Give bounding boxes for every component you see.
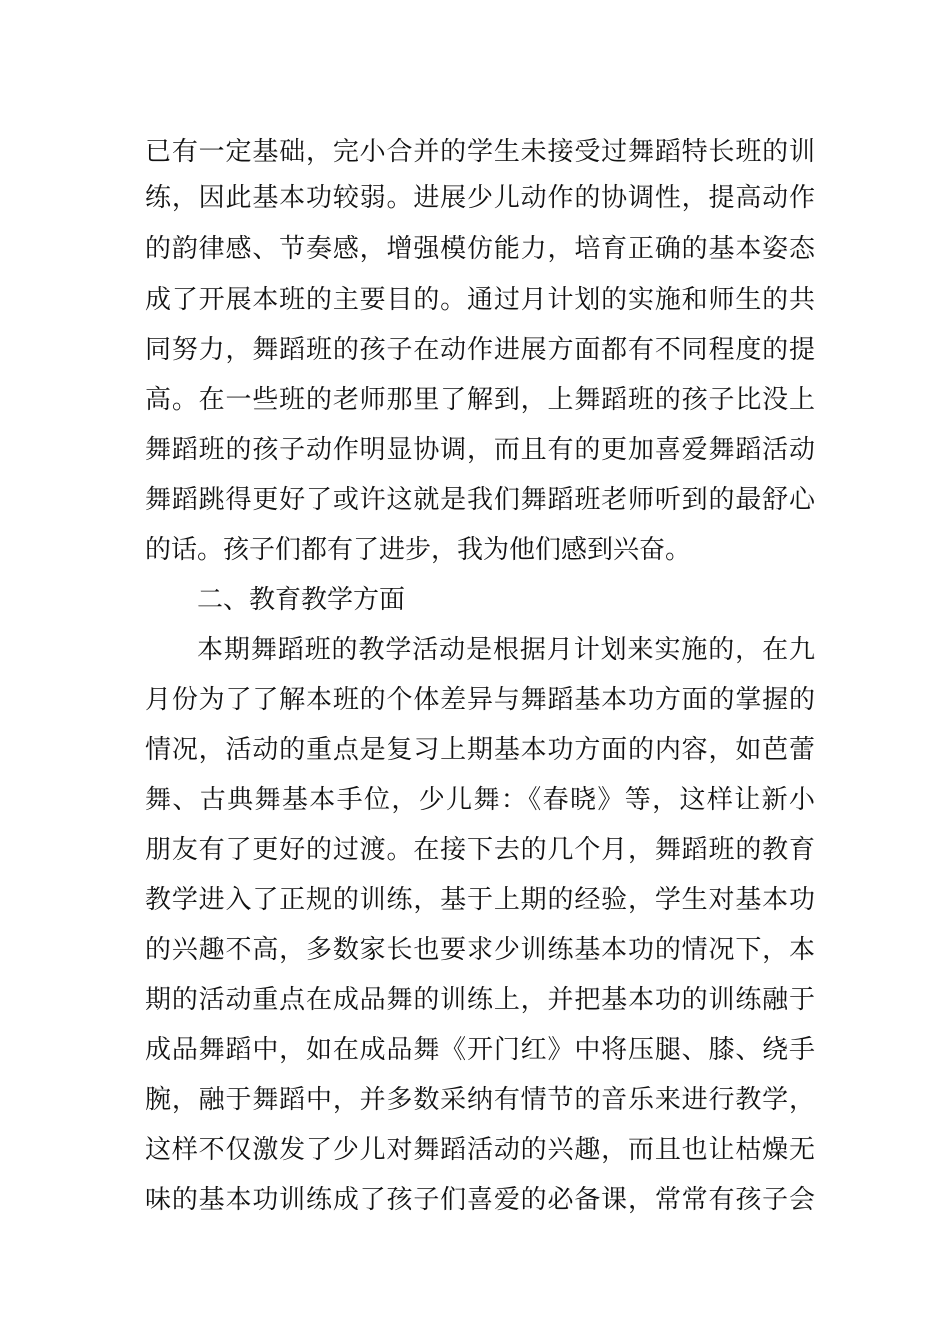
text-line: 高。在一些班的老师那里了解到，上舞蹈班的孩子比没上 — [145, 385, 815, 415]
text-line: 练，因此基本功较弱。进展少儿动作的协调性，提高动作 — [145, 183, 815, 213]
text-line: 舞、古典舞基本手位，少儿舞：《春晓》等，这样让新小 — [145, 785, 815, 815]
text-line: 成品舞蹈中，如在成品舞《开门红》中将压腿、膝、绕手 — [145, 1035, 815, 1065]
text-line: 期的活动重点在成品舞的训练上，并把基本功的训练融于 — [145, 985, 815, 1015]
text-line: 这样不仅激发了少儿对舞蹈活动的兴趣，而且也让枯燥无 — [145, 1135, 815, 1165]
paragraph-first-line: 本期舞蹈班的教学活动是根据月计划来实施的，在九 — [197, 635, 815, 665]
text-line: 舞蹈班的孩子动作明显协调，而且有的更加喜爱舞蹈活动 — [145, 435, 815, 465]
text-line: 教学进入了正规的训练，基于上期的经验，学生对基本功 — [145, 885, 815, 915]
text-line: 情况，活动的重点是复习上期基本功方面的内容，如芭蕾 — [145, 735, 815, 765]
text-line: 舞蹈跳得更好了或许这就是我们舞蹈班老师听到的最舒心 — [145, 485, 815, 515]
text-line: 味的基本功训练成了孩子们喜爱的必备课，常常有孩子会 — [145, 1185, 815, 1215]
text-line: 的兴趣不高，多数家长也要求少训练基本功的情况下，本 — [145, 935, 815, 965]
text-line: 月份为了了解本班的个体差异与舞蹈基本功方面的掌握的 — [145, 685, 815, 715]
text-line: 已有一定基础，完小合并的学生未接受过舞蹈特长班的训 — [145, 137, 815, 167]
text-line: 朋友有了更好的过渡。在接下去的几个月，舞蹈班的教育 — [145, 835, 815, 865]
text-line: 的韵律感、节奏感，增强模仿能力，培育正确的基本姿态 — [145, 234, 815, 264]
text-line: 腕，融于舞蹈中，并多数采纳有情节的音乐来进行教学， — [145, 1085, 815, 1115]
text-line: 的话。孩子们都有了进步，我为他们感到兴奋。 — [145, 535, 692, 565]
section-heading: 二、教育教学方面 — [197, 585, 406, 615]
text-line: 成了开展本班的主要目的。通过月计划的实施和师生的共 — [145, 285, 815, 315]
text-line: 同努力，舞蹈班的孩子在动作进展方面都有不同程度的提 — [145, 335, 815, 365]
